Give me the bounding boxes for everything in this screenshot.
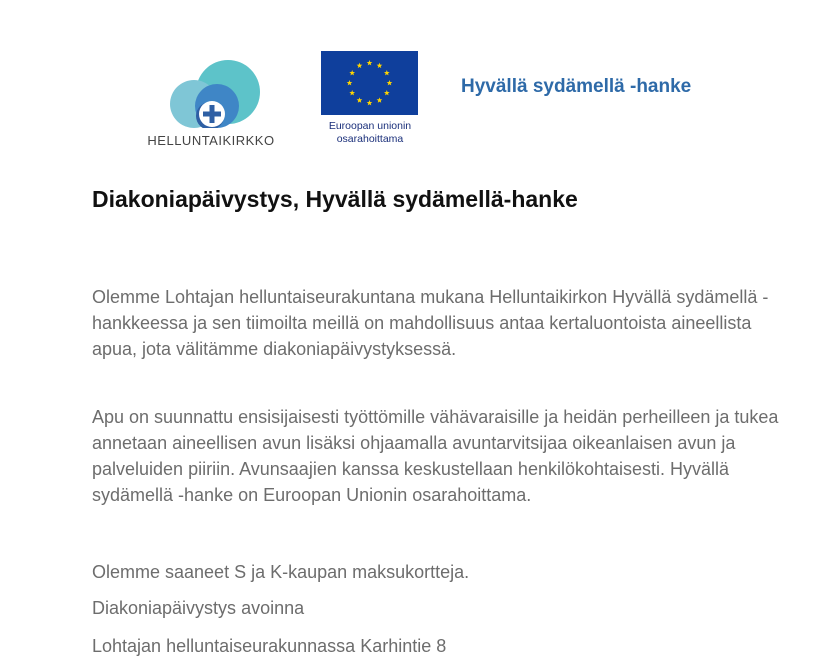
page-title: Diakoniapäivystys, Hyvällä sydämellä-hanke: [92, 186, 578, 212]
logo-row: [0, 48, 814, 158]
helluntaikirkko-logo: [136, 58, 286, 148]
paragraph-4: Diakoniapäivystys avoinna: [92, 598, 305, 618]
church-logo-text: HELLUNTAIKIRKKO: [147, 133, 275, 148]
paragraph-3: Olemme saaneet S ja K-kaupan maksukortteja.: [92, 562, 470, 582]
eu-flag-icon: [321, 51, 418, 115]
eu-caption: [315, 120, 425, 146]
paragraph-2: Apu on suunnattu ensisijaisesti työttömille vähävaraisille ja heidän perheilleen ja tukea annetaan aineellisen avun lisäksi ohjaamalla avuntarvitsijaa oikeanlaisen avun ja palveluiden piiriin. Avunsaajien kanssa keskustellaan henkilökohtaisesti. Hyvällä sydämellä -hanke on Euroopan Unionin osarahoittama.: [92, 407, 779, 505]
eu-caption-line-2: osarahoittama: [336, 133, 404, 145]
eu-caption-line-1: Euroopan unionin: [328, 120, 412, 132]
paragraph-1: Olemme Lohtajan helluntaiseurakuntana mukana Helluntaikirkon Hyvällä sydämellä -hankkeessa ja sen tiimoilta meillä on mahdollisuus antaa kertaluontoista aineellista apua, jota välitämme diakoniapäivystyksessä.: [92, 287, 769, 359]
paragraph-5: Lohtajan helluntaiseurakunnassa Karhintie 8: [92, 636, 447, 656]
church-emblem-icon: [162, 58, 262, 128]
eu-logo: [315, 48, 425, 158]
project-name: Hyvällä sydämellä -hanke: [461, 76, 692, 97]
